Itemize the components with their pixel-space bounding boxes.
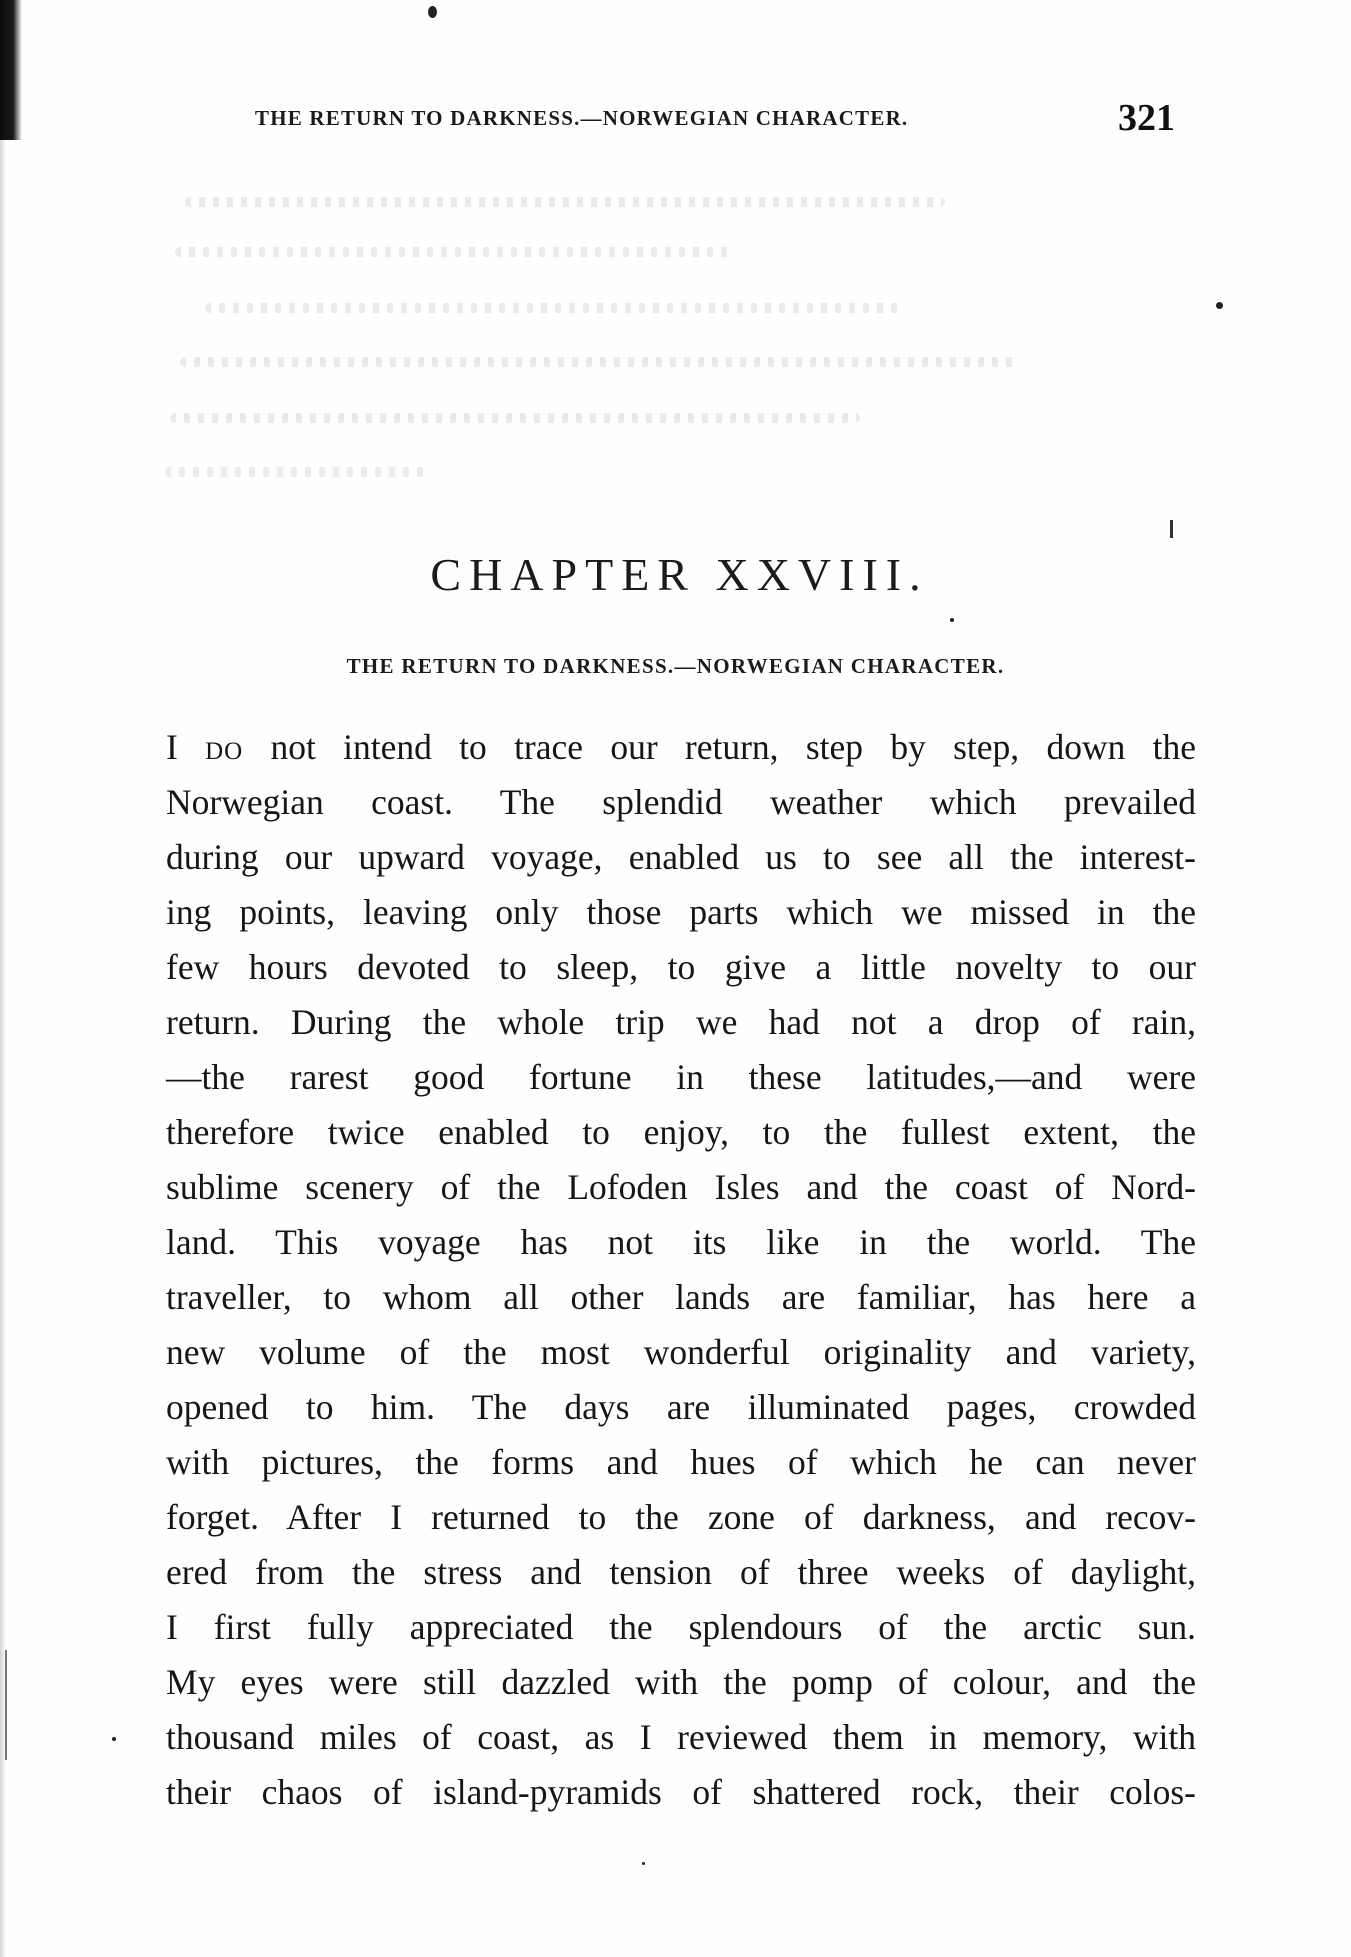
text-line: forget. After I returned to the zone of darkness, and recov-	[166, 1497, 1196, 1537]
text-line: —the rarest good fortune in these latitudes,—and were	[166, 1057, 1196, 1097]
text-line: with pictures, the forms and hues of which he can never	[166, 1442, 1196, 1482]
text-line: sublime scenery of the Lofoden Isles and the coast of Nord-	[166, 1167, 1196, 1207]
bleed-line	[185, 197, 945, 207]
bleed-line	[170, 413, 860, 423]
chapter-heading: CHAPTER XXVIII.	[430, 549, 929, 600]
first-line-rest: not intend to trace our return, step by step, down the	[243, 727, 1196, 767]
text-line: ered from the stress and tension of three weeks of daylight,	[166, 1552, 1196, 1592]
binding-shadow	[0, 0, 22, 140]
text-line: traveller, to whom all other lands are familiar, has here a	[166, 1277, 1196, 1317]
text-line: new volume of the most wonderful originality and variety,	[166, 1332, 1196, 1372]
bleed-line	[205, 303, 905, 313]
ink-speck	[950, 618, 954, 622]
text-line: therefore twice enabled to enjoy, to the fullest extent, the	[166, 1112, 1196, 1152]
text-line: few hours devoted to sleep, to give a little novelty to our	[166, 947, 1196, 987]
text-line: during our upward voyage, enabled us to see all the interest-	[166, 837, 1196, 877]
body-text	[166, 720, 1196, 1820]
bleed-line	[165, 467, 425, 477]
running-head-title: THE RETURN TO DARKNESS.—NORWEGIAN CHARACTER.	[255, 106, 909, 130]
text-line: return. During the whole trip we had not a drop of rain,	[166, 1002, 1196, 1042]
text-line: Norwegian coast. The splendid weather which prevailed	[166, 782, 1196, 822]
running-head	[255, 97, 1175, 142]
smallcaps-word: do	[205, 727, 244, 767]
bleed-line	[175, 247, 735, 257]
text-line: ing points, leaving only those parts which we missed in the	[166, 892, 1196, 932]
text-line: I first fully appreciated the splendours of the arctic sun.	[166, 1607, 1196, 1647]
ink-speck	[112, 1737, 116, 1741]
ink-speck	[428, 6, 437, 18]
text-line: their chaos of island-pyramids of shattered rock, their colos-	[166, 1772, 1196, 1812]
drop-initial: I	[166, 727, 206, 767]
chapter-subtitle: THE RETURN TO DARKNESS.—NORWEGIAN CHARACTER.	[346, 654, 1005, 678]
text-line-first	[166, 720, 1196, 775]
text-line: land. This voyage has not its like in the world. The	[166, 1222, 1196, 1262]
ink-speck	[1216, 302, 1223, 309]
text-line: thousand miles of coast, as I reviewed them in memory, with	[166, 1717, 1196, 1757]
ink-speck	[642, 1862, 645, 1865]
edge-mark	[5, 1650, 7, 1760]
bleed-line	[180, 357, 1020, 367]
text-line: My eyes were still dazzled with the pomp of colour, and the	[166, 1662, 1196, 1702]
page-number: 321	[1118, 97, 1175, 139]
ink-mark	[1170, 520, 1173, 538]
text-line: opened to him. The days are illuminated pages, crowded	[166, 1387, 1196, 1427]
bleed-through-text	[165, 185, 1095, 505]
